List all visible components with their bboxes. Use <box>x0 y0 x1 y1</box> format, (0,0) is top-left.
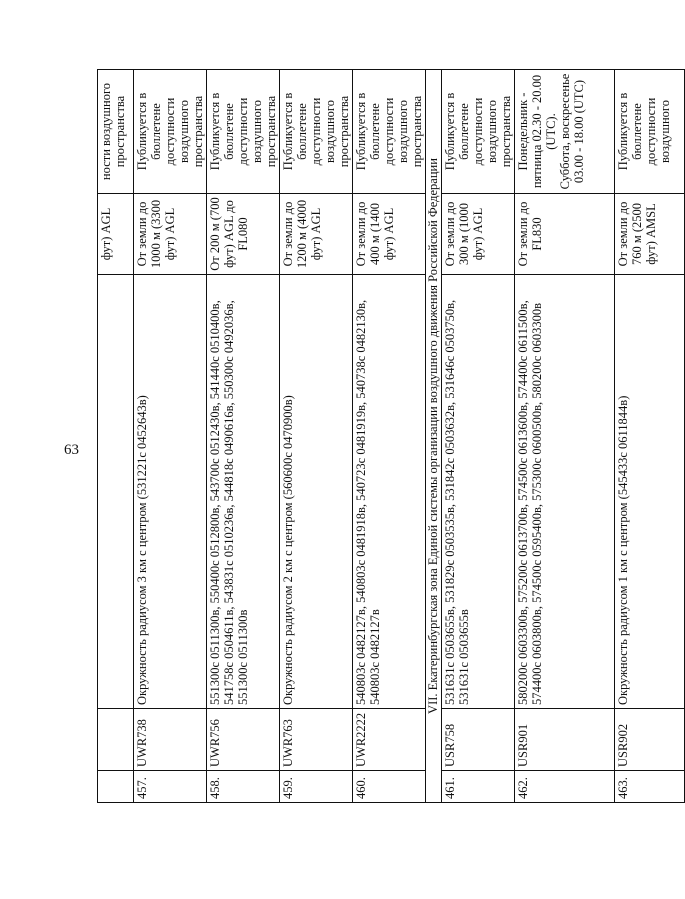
table-row <box>207 70 280 803</box>
schedule-weekdays: Понедельник - пятница 02.30 - 20.00 (UTC). <box>516 74 558 189</box>
table-row <box>515 70 615 803</box>
description-cell: Окружность радиусом 1 км с центром (545433с 0611844в) <box>615 275 685 709</box>
note-cell: Публикуется в бюллетене доступности воздушного пространства <box>442 70 515 194</box>
note-cell: Публикуется в бюллетене доступности воздушного пространства <box>134 70 207 194</box>
table-row <box>615 70 685 803</box>
page-number: 63 <box>64 442 79 458</box>
description-cell <box>98 275 134 709</box>
altitude-cell: От 200 м (700 фут) AGL до FL080 <box>207 194 280 275</box>
altitude-cell: От земли до 760 м (2500 фут) AMSL <box>615 194 685 275</box>
note-cell: Публикуется в бюллетене доступности воздушного пространства <box>353 70 426 194</box>
description-cell: Окружность радиусом 3 км с центром (531221с 0452643в) <box>134 275 207 709</box>
note-cell: Публикуется в бюллетене доступности воздушного пространства <box>207 70 280 194</box>
description-cell: 580200с 0603300в, 575200с 0613700в, 574500с 0613600в, 574400с 0611500в, 574400с 0603800в, 574500с 0595400в, 575300с 0600500в, 580200с 0603300в <box>515 275 615 709</box>
note-cell: Публикуется в бюллетене доступности воздушного <box>615 70 685 194</box>
code-cell: USR902 <box>615 709 685 771</box>
description-cell: 551300с 0511300в, 550400с 0512800в, 543700с 0512430в, 541440с 0510400в, 541758с 0504611в, 543831с 0510236в, 544818с 0490616в, 550300с 0492036в, 551300с 0511300в <box>207 275 280 709</box>
description-cell: 540803с 0482127в, 540803с 0481918в, 540723с 0481919в, 540738с 0482130в, 540803с 0482127в <box>353 275 426 709</box>
code-cell: UWR763 <box>280 709 353 771</box>
section-row <box>426 70 442 803</box>
table-row <box>442 70 515 803</box>
note-cell: ности воздушного пространства <box>98 70 134 194</box>
section-title: VII. Екатеринбургская зона Единой системы организации воздушного движения Российской Федерации <box>426 70 442 803</box>
code-cell: USR758 <box>442 709 515 771</box>
index-cell: 461. <box>442 771 515 803</box>
code-cell: USR901 <box>515 709 615 771</box>
description-cell: Окружность радиусом 2 км с центром (560600с 0470900в) <box>280 275 353 709</box>
index-cell: 463. <box>615 771 685 803</box>
altitude-cell: От земли до 1200 м (4000 фут) AGL <box>280 194 353 275</box>
table-row <box>134 70 207 803</box>
note-cell <box>515 70 615 194</box>
table-row <box>353 70 426 803</box>
schedule-weekend: Суббота, воскресенье <box>558 73 572 190</box>
code-cell <box>98 709 134 771</box>
code-cell: UWR738 <box>134 709 207 771</box>
code-cell: UWR756 <box>207 709 280 771</box>
description-cell: 531631с 0503655в, 531829с 0503535в, 531842с 0503632в, 531646с 0503750в, 531631с 0503655в <box>442 275 515 709</box>
altitude-cell: От земли до FL830 <box>515 194 615 275</box>
index-cell: 458. <box>207 771 280 803</box>
altitude-cell: От земли до 1000 м (3300 фут) AGL <box>134 194 207 275</box>
airspace-table <box>97 69 685 803</box>
schedule-weekend-hours: 03.00 - 18.00 (UTC) <box>572 79 586 184</box>
altitude-cell: фут) AGL <box>98 194 134 275</box>
table-row <box>280 70 353 803</box>
index-cell: 462. <box>515 771 615 803</box>
note-cell: Публикуется в бюллетене доступности воздушного пространства <box>280 70 353 194</box>
altitude-cell: От земли до 400 м (1400 фут) AGL <box>353 194 426 275</box>
altitude-cell: От земли до 300 м (1000 фут) AGL <box>442 194 515 275</box>
index-cell: 459. <box>280 771 353 803</box>
code-cell: UWR2222 <box>353 709 426 771</box>
index-cell: 457. <box>134 771 207 803</box>
index-cell <box>98 771 134 803</box>
rotated-table-wrapper <box>97 70 672 803</box>
table-row <box>98 70 134 803</box>
index-cell: 460. <box>353 771 426 803</box>
